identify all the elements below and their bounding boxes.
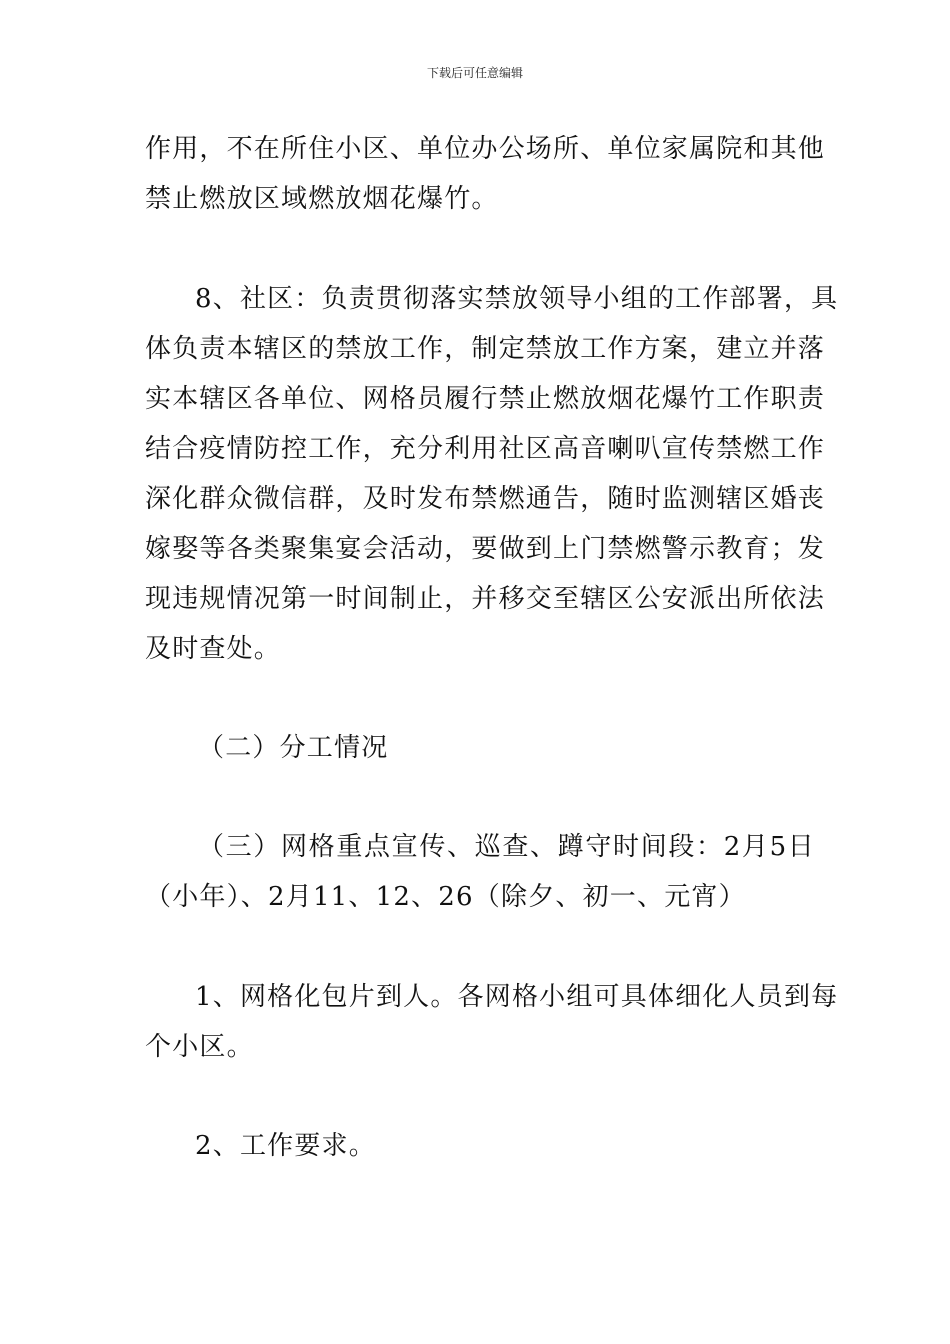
paragraph-line: 实本辖区各单位、网格员履行禁止燃放烟花爆竹工作职责	[145, 384, 826, 414]
paragraph-line: 作用，不在所住小区、单位办公场所、单位家属院和其他	[145, 134, 826, 164]
page-header: 下载后可任意编辑	[426, 66, 523, 80]
paragraph-line: 个小区。	[145, 1032, 254, 1062]
paragraph-line: 深化群众微信群，及时发布禁燃通告，随时监测辖区婚丧	[145, 484, 826, 514]
paragraph-line: 嫁娶等各类聚集宴会活动，要做到上门禁燃警示教育；发	[145, 534, 826, 564]
paragraph-line: 禁止燃放区域燃放烟花爆竹。	[145, 184, 499, 214]
paragraph-line: （三）网格重点宣传、巡查、蹲守时间段：2月5日	[198, 832, 815, 862]
paragraph-line: 结合疫情防控工作，充分利用社区高音喇叭宣传禁燃工作	[145, 434, 826, 464]
paragraph-line: 及时查处。	[145, 634, 282, 664]
paragraph-line: 2、工作要求。	[195, 1131, 376, 1161]
section-heading: （二）分工情况	[198, 733, 389, 763]
paragraph-line: 8、社区：负责贯彻落实禁放领导小组的工作部署，具	[195, 284, 839, 314]
paragraph-line: 1、网格化包片到人。各网格小组可具体细化人员到每	[195, 982, 839, 1012]
paragraph-line: 现违规情况第一时间制止，并移交至辖区公安派出所依法	[145, 584, 826, 614]
paragraph-line: （小年）、2月11、12、26（除夕、初一、元宵）	[145, 882, 746, 912]
paragraph-line: 体负责本辖区的禁放工作，制定禁放工作方案，建立并落	[145, 334, 826, 364]
